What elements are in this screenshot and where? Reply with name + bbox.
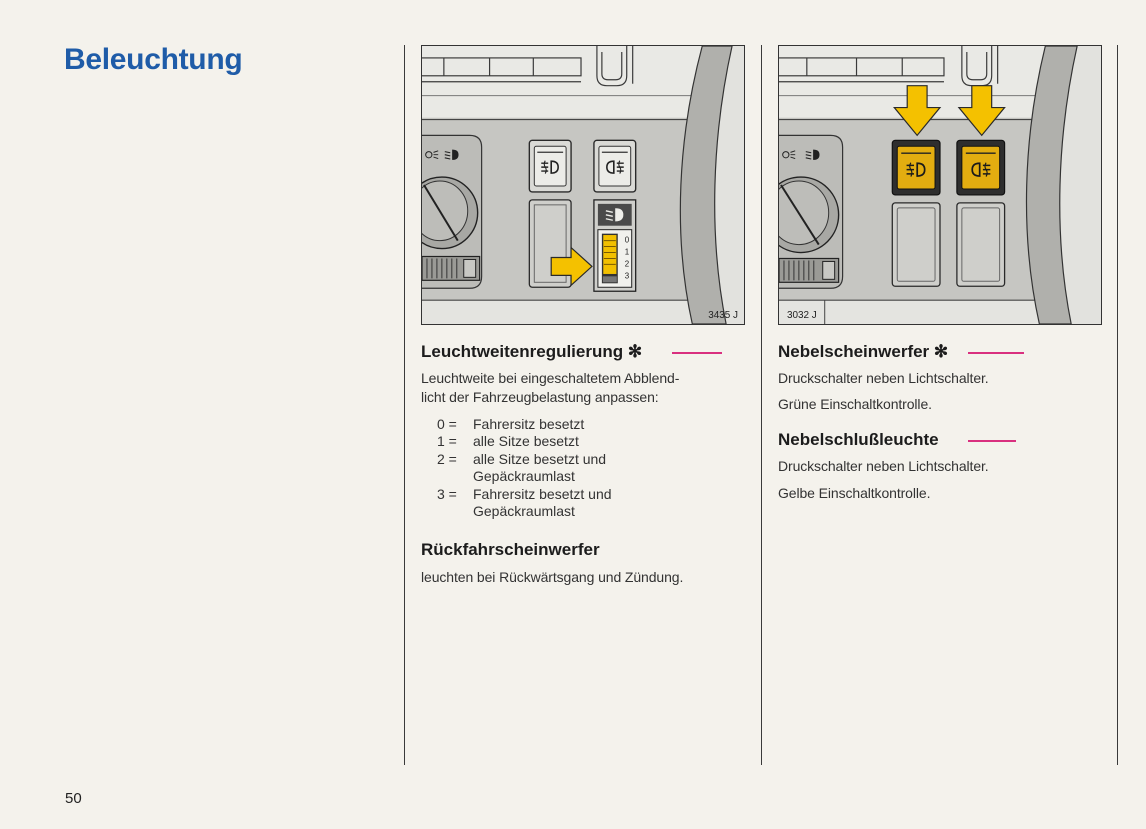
accent-line (672, 352, 722, 354)
list-key: 2 = (437, 450, 457, 467)
body-text: Gelbe Einschaltkontrolle. (778, 485, 931, 501)
list-value: Gepäckraumlast (473, 502, 575, 519)
front-fog-switch (529, 140, 571, 192)
body-text: Leuchtweite bei eingeschaltetem Abblend- (421, 370, 680, 386)
body-text: leuchten bei Rückwärtsgang und Zündung. (421, 569, 684, 585)
figure-fog-light-switches (778, 45, 1102, 325)
scale-label: 0 (624, 235, 630, 245)
accent-line (968, 440, 1016, 442)
body-text: licht der Fahrzeugbelastung anpassen: (421, 389, 659, 405)
body-text: Druckschalter neben Lichtschalter. (778, 370, 989, 386)
scale-label: 3 (624, 271, 630, 281)
page-title: Beleuchtung (64, 43, 243, 76)
list-value: Fahrersitz besetzt und (473, 485, 612, 502)
column-divider (761, 45, 762, 765)
body-text: Grüne Einschaltkontrolle. (778, 396, 932, 412)
column-divider (1117, 45, 1118, 765)
headlight-range-slider (594, 200, 636, 291)
heading-fog-lights: Nebelscheinwerfer ✻ (778, 342, 949, 361)
heading-headlight-range: Leuchtweitenregulierung ✻ (421, 342, 643, 361)
figure-caption: 3032 J (786, 310, 817, 322)
heading-rear-fog-light: Nebelschlußleuchte (778, 430, 939, 449)
front-fog-switch (892, 140, 940, 195)
scale-label: 1 (624, 247, 630, 257)
blank-switch-slot (892, 203, 940, 286)
light-switch-panel (422, 135, 482, 288)
list-value: alle Sitze besetzt und (473, 450, 607, 467)
rear-fog-switch (594, 140, 636, 192)
steering-wheel-rim (1026, 46, 1101, 324)
scale-label: 2 (624, 259, 630, 269)
column-divider (404, 45, 405, 765)
blank-switch-slot (957, 203, 1005, 286)
page-number: 50 (65, 790, 82, 807)
list-key: 0 = (437, 416, 457, 432)
list-key: 1 = (437, 433, 457, 450)
figure-headlight-range-control (421, 45, 745, 325)
figure-caption: 3435 J (708, 310, 739, 322)
rear-fog-switch (957, 140, 1005, 195)
list-value: alle Sitze besetzt (473, 433, 579, 450)
list-key: 3 = (437, 485, 457, 502)
accent-line (968, 352, 1024, 354)
dimmer-thumbwheel (422, 256, 480, 280)
dimmer-thumbwheel (779, 258, 839, 282)
heading-reversing-lights: Rückfahrscheinwerfer (421, 540, 600, 559)
light-switch-panel (779, 135, 843, 288)
body-text: Druckschalter neben Lichtschalter. (778, 458, 989, 474)
list-value: Fahrersitz besetzt (473, 416, 585, 432)
list-value: Gepäckraumlast (473, 468, 575, 485)
